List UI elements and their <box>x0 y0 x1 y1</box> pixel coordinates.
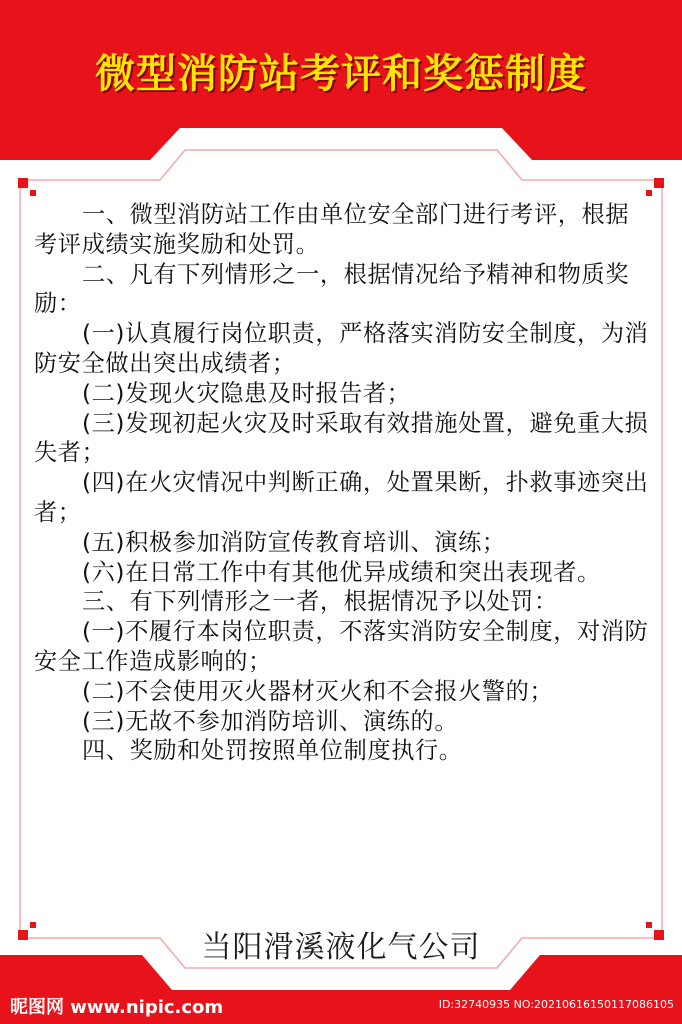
paragraph: 二、凡有下列情形之一，根据情况给予精神和物质奖励： <box>34 260 630 318</box>
paragraph: (一)不履行本岗位职责，不落实消防安全制度，对消防安全工作造成影响的； <box>34 618 649 675</box>
paragraph: (五)积极参加消防宣传教育培训、演练； <box>82 528 506 556</box>
paragraph: (四)在火灾情况中判断正确，处置果断，扑救事迹突出者； <box>34 469 649 526</box>
paragraph: 三、有下列情形之一者，根据情况予以处罚： <box>82 588 558 616</box>
watermark-site: 昵图网 www.nipic.com <box>10 997 224 1018</box>
paragraph: (二)发现火灾隐患及时报告者； <box>82 379 411 407</box>
paragraph: (三)发现初起火灾及时采取有效措施处置，避免重大损失者； <box>34 409 649 467</box>
paragraph: (一)认真履行岗位职责，严格落实消防安全制度，为消防安全做出突出成绩者； <box>34 320 649 377</box>
page-title: 微型消防站考评和奖惩制度 <box>95 51 587 97</box>
paragraph: (二)不会使用灭火器材灭火和不会报火警的； <box>82 677 554 705</box>
paragraph: 一、微型消防站工作由单位安全部门进行考评，根据考评成绩实施奖励和处罚。 <box>34 201 630 258</box>
organization-name: 当阳滑溪液化气公司 <box>201 930 481 965</box>
paragraph: (六)在日常工作中有其他优异成绩和突出表现者。 <box>82 558 601 586</box>
paragraph: 四、奖励和处罚按照单位制度执行。 <box>82 737 463 765</box>
watermark-id: ID:32740935 NO:20210616150117086105 <box>438 998 674 1011</box>
paragraph: (三)无故不参加消防培训、演练的。 <box>82 707 459 735</box>
regulation-text <box>34 200 650 766</box>
